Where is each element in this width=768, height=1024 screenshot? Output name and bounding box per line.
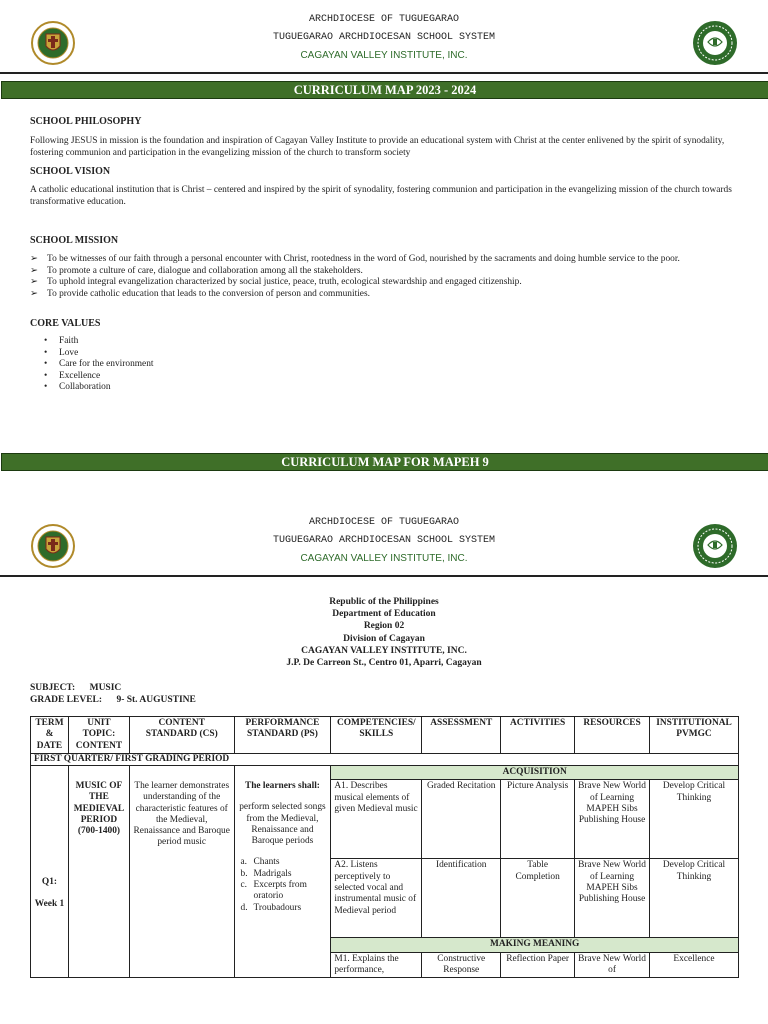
arrow-bullet-icon: ➢: [30, 288, 38, 299]
philosophy-title: SCHOOL PHILOSOPHY: [30, 116, 142, 127]
core-values-list: [44, 336, 154, 394]
list-item: ➢ To promote a culture of care, dialogue and collaboration among all the stakeholders.: [30, 265, 363, 276]
assessment-cell: Constructive Response: [422, 952, 501, 978]
arrow-bullet-icon: ➢: [30, 254, 38, 264]
arrow-bullet-icon: ➢: [30, 277, 38, 287]
list-item: b. Madrigals: [240, 868, 292, 879]
region-line: Region 02: [363, 621, 405, 632]
col-header: ACTIVITIES: [501, 717, 575, 754]
acquisition-band-row: [31, 766, 739, 780]
list-item: • Love: [44, 347, 79, 358]
competency-cell: M1. Explains the performance,: [331, 952, 422, 978]
table-row: [31, 780, 739, 859]
list-item: d. Troubadours: [240, 902, 302, 913]
list-item: ➢ To uphold integral evangelization characterized by social justice, peace, truth, ecological stewardship and engaged citizenship.: [30, 277, 522, 287]
resources-cell: Brave New World of Learning MAPEH Sibs Publishing House: [575, 780, 650, 859]
ps-list: [238, 857, 328, 913]
competency-cell: A2. Listens perceptively to selected vocal and instrumental music of Medieval period: [331, 859, 422, 938]
header-rule: [0, 575, 768, 577]
division-line: Division of Cagayan: [343, 633, 425, 644]
quarter-label: FIRST QUARTER/ FIRST GRADING PERIOD: [31, 753, 739, 765]
col-header: UNIT TOPIC: CONTENT: [68, 717, 129, 754]
quarter-row: [31, 753, 739, 765]
bullet-icon: •: [44, 359, 48, 369]
mission-title: SCHOOL MISSION: [30, 235, 119, 246]
list-item: • Care for the environment: [44, 359, 154, 369]
resources-cell: Brave New World of Learning MAPEH Sibs Publishing House: [575, 859, 650, 938]
competency-cell: A1. Describes musical elements of given Medieval music: [331, 780, 422, 859]
republic-line: Republic of the Philippines: [329, 597, 439, 607]
col-header: RESOURCES: [575, 717, 650, 754]
activity-cell: Reflection Paper: [501, 952, 575, 978]
mission-list: [30, 254, 740, 300]
grade-label: GRADE LEVEL:: [30, 695, 103, 705]
institute-line: CAGAYAN VALLEY INSTITUTE, INC.: [301, 645, 467, 656]
col-header: TERM & DATE: [31, 717, 69, 754]
mapeh-banner: CURRICULUM MAP FOR MAPEH 9: [1, 453, 768, 471]
school-system-line: TUGUEGARAO ARCHDIOCESAN SCHOOL SYSTEM: [272, 32, 496, 43]
pvmgc-cell: Develop Critical Thinking: [649, 859, 738, 938]
philosophy-text: Following JESUS in mission is the foundation and inspiration of Cagayan Valley Institute to provide an educational system with Christ at the center enlivened by the spirit of synodality, fostering communion and participation in the evangelizing mission of the church to transform society: [30, 136, 725, 158]
week-label: Week 1: [34, 898, 65, 909]
list-item: c. Excerpts from oratorio: [240, 880, 307, 902]
deped-block: [0, 596, 768, 669]
content-standard-cell: The learner demonstrates understanding of the characteristic features of the Medieval, Renaissance and Baroque period music: [129, 780, 234, 978]
list-item: ➢ To provide catholic education that leads to the conversion of person and communities.: [30, 288, 370, 299]
table-header-row: [31, 717, 739, 754]
core-values-title: CORE VALUES: [30, 318, 101, 329]
col-header: COMPETENCIES/ SKILLS: [331, 717, 422, 754]
school-name-line: CAGAYAN VALLEY INSTITUTE, INC.: [300, 553, 468, 564]
archdiocese-line: ARCHDIOCESE OF TUGUEGARAO: [308, 517, 460, 528]
list-item: • Faith: [44, 336, 79, 346]
unit-topic-cell: MUSIC OF THE MEDIEVAL PERIOD (700-1400): [68, 780, 129, 978]
vision-title: SCHOOL VISION: [30, 166, 111, 177]
header-rule: [0, 72, 768, 74]
subject-label: SUBJECT:: [30, 683, 76, 693]
col-header: INSTITUTIONAL PVMGC: [649, 717, 738, 754]
col-header: ASSESSMENT: [422, 717, 501, 754]
school-seal-logo-right: [692, 523, 738, 569]
activity-cell: Picture Analysis: [501, 780, 575, 859]
making-meaning-band: MAKING MEANING: [331, 938, 739, 952]
address-line: J.P. De Carreon St., Centro 01, Aparri, Cagayan: [286, 658, 482, 669]
col-header: CONTENT STANDARD (CS): [129, 717, 234, 754]
ps-heading: The learners shall:: [244, 780, 320, 791]
subject-value: MUSIC: [89, 683, 122, 693]
school-system-line: TUGUEGARAO ARCHDIOCESAN SCHOOL SYSTEM: [272, 535, 496, 546]
curriculum-table: [30, 716, 739, 978]
archdiocese-line: ARCHDIOCESE OF TUGUEGARAO: [308, 14, 460, 25]
list-item: • Collaboration: [44, 382, 111, 392]
letterhead-top: [0, 14, 768, 80]
curriculum-map-banner: CURRICULUM MAP 2023 - 2024: [1, 81, 768, 99]
subject-line: [30, 683, 121, 693]
grade-value: 9- St. AUGUSTINE: [116, 695, 196, 705]
assessment-cell: Identification: [422, 859, 501, 938]
ps-text: perform selected songs from the Medieval, Renaissance and Baroque periods: [239, 802, 326, 847]
col-header: PERFORMANCE STANDARD (PS): [234, 717, 331, 754]
arrow-bullet-icon: ➢: [30, 265, 38, 276]
acquisition-band: ACQUISITION: [331, 766, 739, 780]
term-label: Q1:: [41, 877, 58, 888]
bullet-icon: •: [44, 347, 48, 358]
resources-cell: Brave New World of: [575, 952, 650, 978]
letterhead-second: [0, 517, 768, 583]
list-item: ➢ To be witnesses of our faith through a personal encounter with Christ, rootedness in the word of God, nourished by the sacraments and doing humble service to the poor.: [30, 254, 680, 264]
pvmgc-cell: Excellence: [649, 952, 738, 978]
vision-text: A catholic educational institution that is Christ – centered and inspired by the spirit of synodality, fostering communion and participation in the evangelizing mission of the church towards transformative education.: [30, 185, 732, 207]
department-line: Department of Education: [332, 609, 436, 620]
bullet-icon: •: [44, 370, 48, 381]
list-item: a. Chants: [240, 857, 280, 868]
pvmgc-cell: Develop Critical Thinking: [649, 780, 738, 859]
school-seal-logo-right: [692, 20, 738, 66]
assessment-cell: Graded Recitation: [422, 780, 501, 859]
activity-cell: Table Completion: [501, 859, 575, 938]
list-item: • Excellence: [44, 370, 101, 381]
bullet-icon: •: [44, 382, 48, 392]
bullet-icon: •: [44, 336, 48, 346]
term-cell: [31, 766, 69, 978]
performance-standard-cell: [234, 780, 331, 978]
grade-line: [30, 695, 196, 705]
school-name-line: CAGAYAN VALLEY INSTITUTE, INC.: [300, 50, 468, 61]
